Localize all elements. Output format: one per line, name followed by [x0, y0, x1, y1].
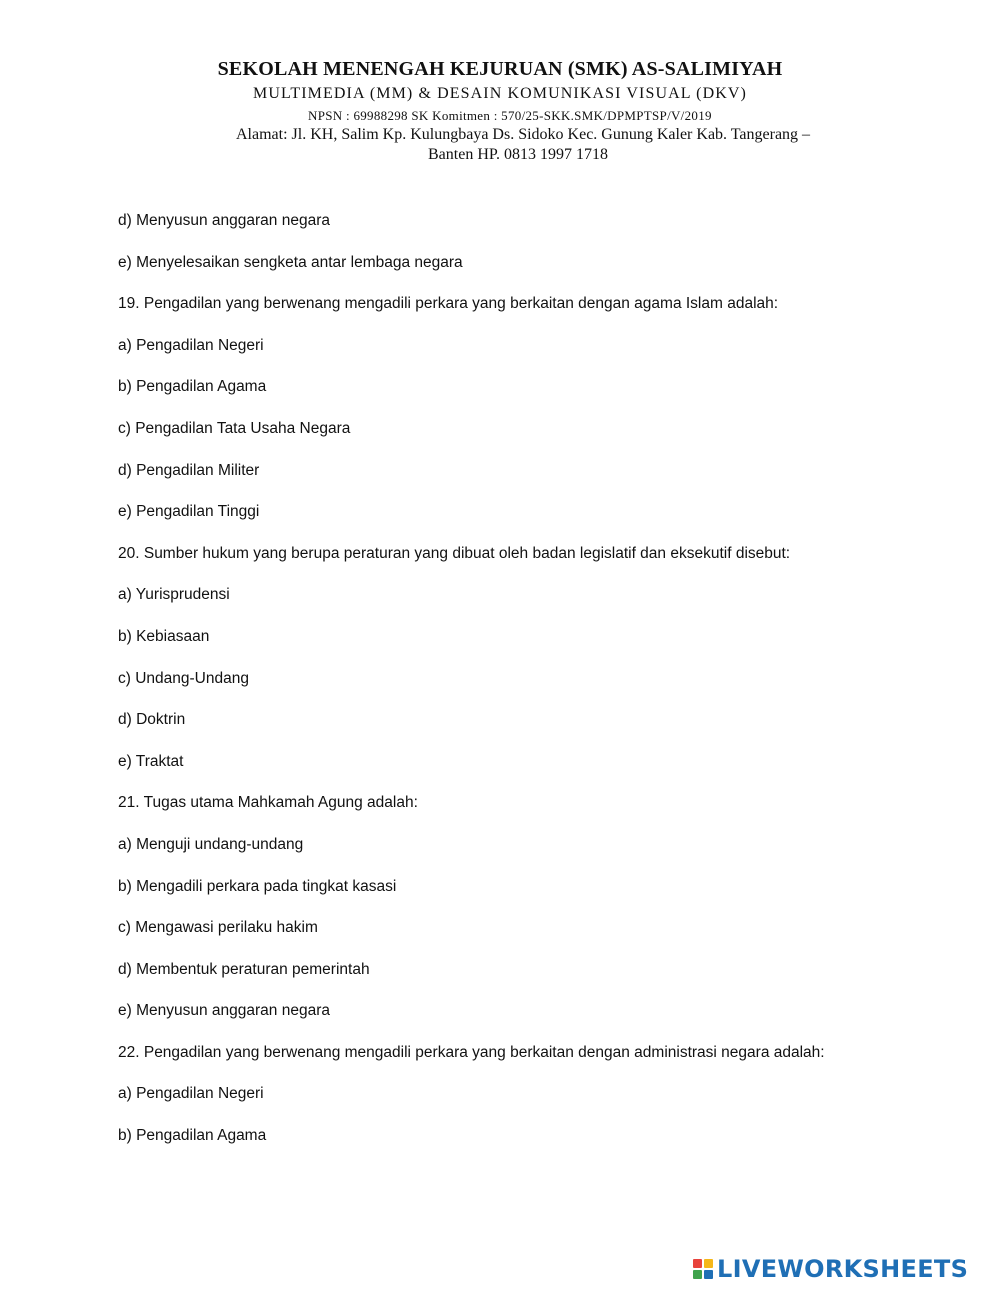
question-21: 21. Tugas utama Mahkamah Agung adalah: [118, 794, 418, 812]
answer-option: a) Menguji undang-undang [118, 835, 304, 853]
answer-option: d) Membentuk peraturan pemerintah [118, 960, 370, 978]
answer-option: e) Menyusun anggaran negara [118, 1002, 330, 1020]
logo-square-green [693, 1270, 702, 1279]
answer-option: d) Doktrin [118, 711, 186, 729]
worksheet-content [118, 210, 938, 1167]
school-name: SEKOLAH MENENGAH KEJURUAN (SMK) AS-SALIMIYAH [217, 58, 783, 80]
answer-option: c) Undang-Undang [118, 669, 249, 687]
logo-square-yellow [704, 1259, 713, 1268]
school-address-line1: Alamat: Jl. KH, Salim Kp. Kulungbaya Ds. Sidoko Kec. Gunung Kaler Kab. Tangerang – [236, 126, 811, 143]
school-address-line2: Banten HP. 0813 1997 1718 [428, 146, 608, 163]
logo-square-blue [704, 1270, 713, 1279]
logo-text: LIVEWORKSHEETS [717, 1255, 969, 1283]
question-20: 20. Sumber hukum yang berupa peraturan yang dibuat oleh badan legislatif dan eksekutif disebut: [118, 544, 791, 562]
answer-option: d) Pengadilan Militer [118, 461, 260, 479]
answer-option: c) Pengadilan Tata Usaha Negara [118, 419, 351, 437]
answer-option: d) Menyusun anggaran negara [118, 212, 330, 229]
answer-option: b) Pengadilan Agama [118, 378, 267, 396]
answer-option: a) Pengadilan Negeri [118, 336, 264, 354]
liveworksheets-logo[interactable] [693, 1254, 968, 1284]
answer-option: b) Pengadilan Agama [118, 1127, 267, 1145]
answer-option: b) Mengadili perkara pada tingkat kasasi [118, 877, 397, 895]
school-npsn: NPSN : 69988298 SK Komitmen : 570/25-SKK.SMK/DPMPTSP/V/2019 [308, 108, 712, 123]
answer-option: e) Pengadilan Tinggi [118, 503, 260, 521]
answer-option: b) Kebiasaan [118, 627, 210, 645]
answer-option: a) Yurisprudensi [118, 586, 230, 604]
liveworksheets-mark-icon [693, 1259, 713, 1279]
question-19: 19. Pengadilan yang berwenang mengadili perkara yang berkaitan dengan agama Islam adalah: [118, 295, 779, 313]
answer-option: c) Mengawasi perilaku hakim [118, 919, 318, 937]
school-programs: MULTIMEDIA (MM) & DESAIN KOMUNIKASI VISUAL (DKV) [253, 85, 747, 102]
question-22: 22. Pengadilan yang berwenang mengadili perkara yang berkaitan dengan administrasi negara adalah: [118, 1043, 825, 1061]
answer-option: e) Menyelesaikan sengketa antar lembaga negara [118, 253, 463, 271]
logo-square-red [693, 1259, 702, 1268]
answer-option: a) Pengadilan Negeri [118, 1085, 264, 1103]
answer-option: e) Traktat [118, 752, 184, 770]
